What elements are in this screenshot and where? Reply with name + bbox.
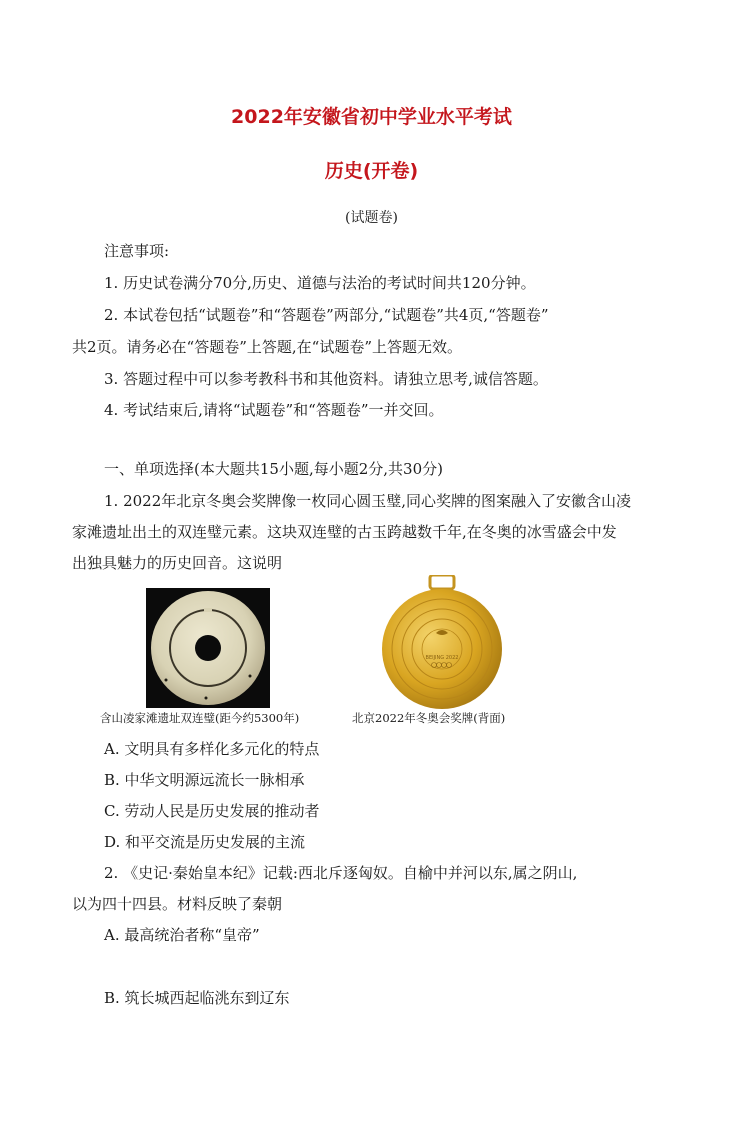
option-b: B. 筑长城西起临洮东到辽东 xyxy=(104,989,290,1007)
notice-item: 3. 答题过程中可以参考教科书和其他资料。请独立思考,诚信答题。 xyxy=(104,370,548,388)
notice-heading: 注意事项: xyxy=(104,242,170,260)
question-1-line: 1. 2022年北京冬奥会奖牌像一枚同心圆玉璧,同心奖牌的图案融入了安徽含山凌 xyxy=(104,492,632,510)
option-d: D. 和平交流是历史发展的主流 xyxy=(104,833,306,851)
caption-medal: 北京2022年冬奥会奖牌(背面) xyxy=(352,711,506,725)
section-heading: 一、单项选择(本大题共15小题,每小题2分,共30分) xyxy=(104,460,443,478)
notice-item: 1. 历史试卷满分70分,历史、道德与法治的考试时间共120分钟。 xyxy=(104,274,536,292)
notice-item: 共2页。请务必在“答题卷”上答题,在“试题卷”上答题无效。 xyxy=(72,338,462,356)
paper-type-label: (试题卷) xyxy=(345,210,398,226)
option-b: B. 中华文明源远流长一脉相承 xyxy=(104,771,305,789)
olympic-medal-image xyxy=(376,575,508,710)
notice-item: 2. 本试卷包括“试题卷”和“答题卷”两部分,“试题卷”共4页,“答题卷” xyxy=(104,306,549,324)
notice-item: 4. 考试结束后,请将“试题卷”和“答题卷”一并交回。 xyxy=(104,401,444,419)
exam-title: 2022年安徽省初中学业水平考试 xyxy=(231,106,512,128)
medal-emblem-text: BEIJING 2022 xyxy=(425,655,459,661)
jade-double-disc-image xyxy=(146,588,270,708)
option-a: A. 文明具有多样化多元化的特点 xyxy=(104,740,320,758)
option-c: C. 劳动人民是历史发展的推动者 xyxy=(104,802,320,820)
exam-subtitle: 历史(开卷) xyxy=(324,160,419,182)
question-1-line: 出独具魅力的历史回音。这说明 xyxy=(72,554,283,572)
question-2-line: 2. 《史记·秦始皇本纪》记载:西北斥逐匈奴。自榆中并河以东,属之阴山, xyxy=(104,864,578,882)
question-1-line: 家滩遗址出土的双连璧元素。这块双连璧的古玉跨越数千年,在冬奥的冰雪盛会中发 xyxy=(72,523,617,541)
option-a: A. 最高统治者称“皇帝” xyxy=(104,926,260,944)
question-2-line: 以为四十四县。材料反映了秦朝 xyxy=(72,895,283,913)
caption-jade-disc: 含山凌家滩遗址双连璧(距今约5300年) xyxy=(100,711,300,725)
